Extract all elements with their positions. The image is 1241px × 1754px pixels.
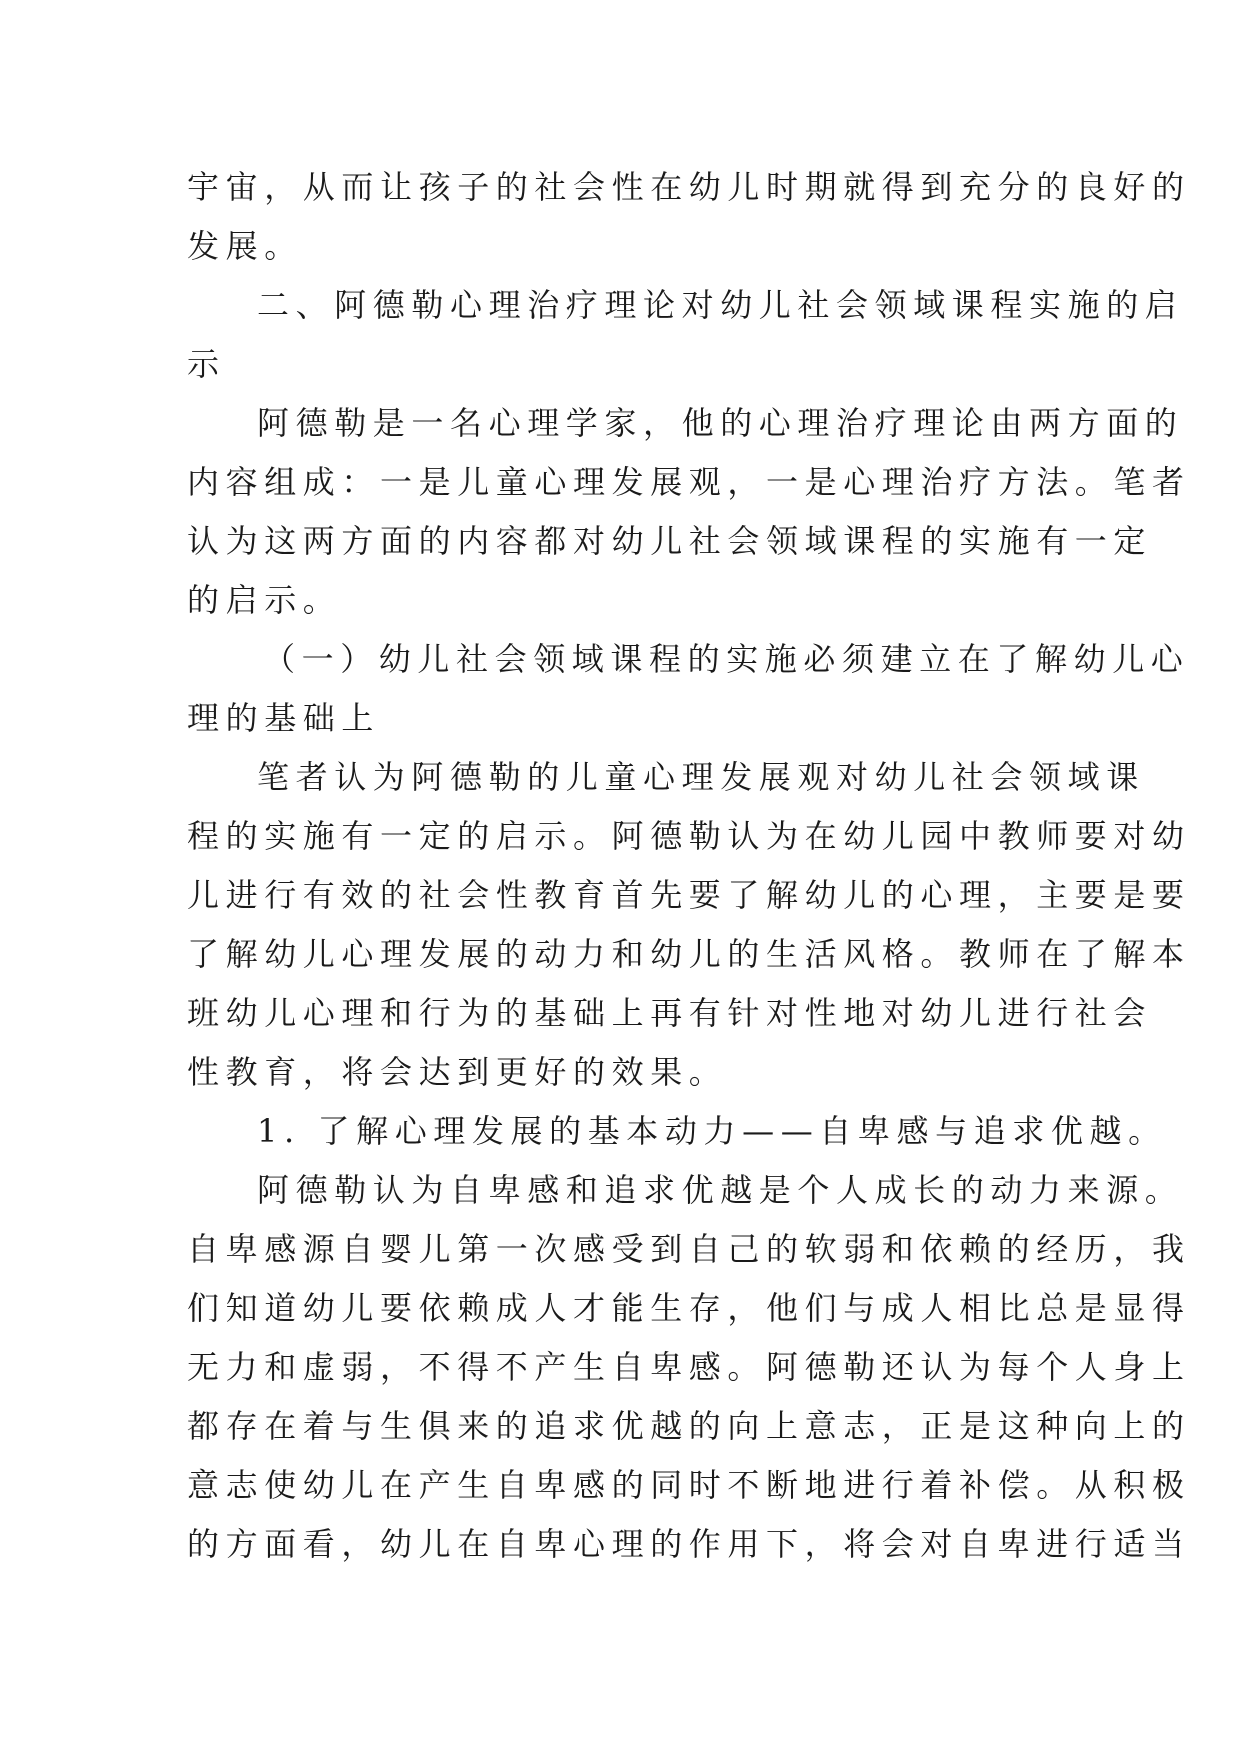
text-line: 了解幼儿心理发展的动力和幼儿的生活风格。教师在了解本 [187,935,1191,973]
text-line: 意志使幼儿在产生自卑感的同时不断地进行着补偿。从积极 [187,1466,1191,1504]
text-line: 的方面看，幼儿在自卑心理的作用下，将会对自卑进行适当 [187,1525,1191,1563]
text-line: 自卑感源自婴儿第一次感受到自己的软弱和依赖的经历，我 [187,1230,1191,1268]
body-text [187,158,1191,1574]
text-line: 阿德勒认为自卑感和追求优越是个人成长的动力来源。 [257,1171,1184,1209]
text-line: 认为这两方面的内容都对幼儿社会领域课程的实施有一定 [187,522,1153,560]
text-line: 宇宙，从而让孩子的社会性在幼儿时期就得到充分的良好的 [187,168,1191,206]
subsection-heading-cont: 理的基础上 [187,699,381,737]
text-line: 发展。 [187,227,303,265]
numbered-point: 1. 了解心理发展的基本动力——自卑感与追求优越。 [257,1112,1167,1150]
text-line: 都存在着与生俱来的追求优越的向上意志，正是这种向上的 [187,1407,1191,1445]
text-line: 笔者认为阿德勒的儿童心理发展观对幼儿社会领域课 [257,758,1145,796]
section-heading-cont: 示 [187,345,226,383]
text-line: 性教育，将会达到更好的效果。 [187,1053,728,1091]
text-line: 儿进行有效的社会性教育首先要了解幼儿的心理，主要是要 [187,876,1191,914]
subsection-heading: （一）幼儿社会领域课程的实施必须建立在了解幼儿心 [263,640,1190,678]
text-line: 无力和虚弱，不得不产生自卑感。阿德勒还认为每个人身上 [187,1348,1191,1386]
text-line: 程的实施有一定的启示。阿德勒认为在幼儿园中教师要对幼 [187,817,1191,855]
section-heading: 二、阿德勒心理治疗理论对幼儿社会领域课程实施的启 [257,286,1184,324]
text-line: 班幼儿心理和行为的基础上再有针对性地对幼儿进行社会 [187,994,1153,1032]
text-line: 的启示。 [187,581,342,619]
text-line: 们知道幼儿要依赖成人才能生存，他们与成人相比总是显得 [187,1289,1191,1327]
text-line: 内容组成：一是儿童心理发展观，一是心理治疗方法。笔者 [187,463,1191,501]
text-line: 阿德勒是一名心理学家，他的心理治疗理论由两方面的 [257,404,1184,442]
